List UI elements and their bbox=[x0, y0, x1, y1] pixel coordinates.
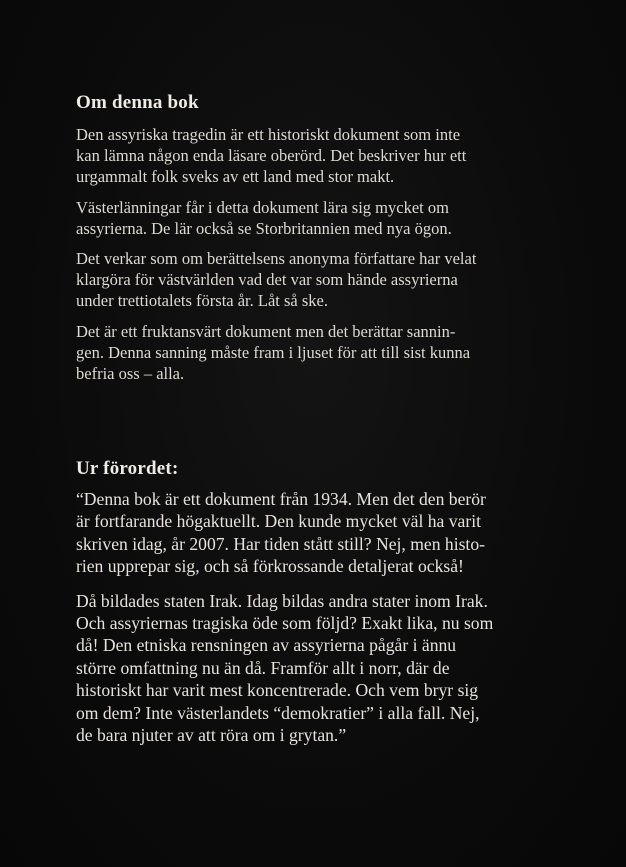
section-heading-about-book: Om denna bok bbox=[76, 92, 199, 113]
preface-section bbox=[76, 488, 586, 746]
about-book-section bbox=[76, 124, 576, 384]
about-paragraph-4: Det är ett fruktansvärt dokument men det berättar sannin- gen. Denna sanning måste fram i ljuset för att till sist kunna befria oss – alla. bbox=[76, 321, 471, 384]
preface-paragraph-1: “Denna bok är ett dokument från 1934. Men det den berör är fortfarande högaktuellt. Den kunde mycket väl ha varit skriven idag, år 2007. Har tiden stått still? Nej, men histo- rien upprepar sig, och så förkrossande detaljerat också! bbox=[76, 489, 486, 577]
about-paragraph-3: Det verkar som om berättelsens anonyma författare har velat klargöra för västvärlden vad det var som hände assyrierna under trettiotalets första år. Låt så ske. bbox=[76, 249, 477, 311]
preface-paragraph-2: Då bildades staten Irak. Idag bildas andra stater inom Irak. Och assyriernas tragiska öde som följd? Exakt lika, nu som då! Den etniska rensningen av assyrierna pågår i ännu större omfattning nu än då. Framför allt i norr, där de historiskt har varit mest koncentrerade. Och vem bryr sig om dem? Inte västerlandets “demokratier” i alla fall. Nej, de bara njuter av att röra om i grytan.” bbox=[76, 590, 494, 746]
about-paragraph-1: Den assyriska tragedin är ett historiskt dokument som inte kan lämna någon enda läsare oberörd. Det beskriver hur ett urgammalt folk sveks av ett land med stor makt. bbox=[76, 125, 467, 187]
section-heading-preface: Ur förordet: bbox=[76, 458, 179, 479]
about-paragraph-2: Västerlänningar får i detta dokument lära sig mycket om assyrierna. De lär också se Storbritannien med nya ögon. bbox=[76, 197, 452, 238]
